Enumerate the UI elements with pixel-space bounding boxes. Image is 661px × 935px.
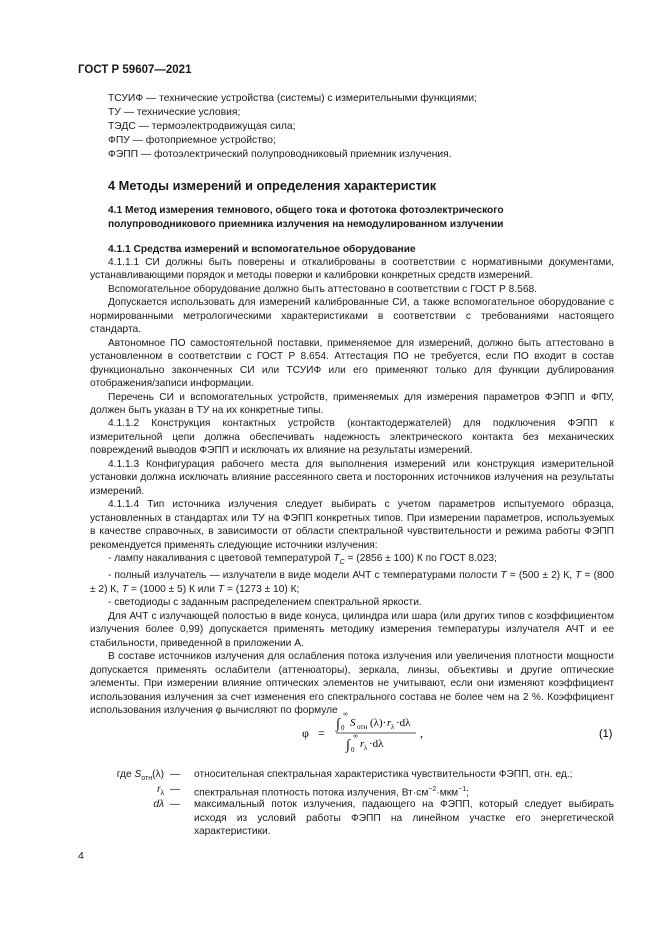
den-d: ·dλ	[369, 738, 384, 750]
paragraph: Для АЧТ с излучающей полостью в виде конуса, цилиндра или шара (или других типов с коэффициентом излучения более 0,99) допускается применять методику измерения температуры излучателя АЧТ и ее стабильности, приведенной в приложении А.	[90, 610, 614, 649]
main-text	[90, 256, 614, 717]
paragraph: 4.1.1.3 Конфигурация рабочего места для выполнения измерений или конструкция измерительной установки должна исключать влияние рассеянного света и посторонних источников излучения на результаты измерений.	[90, 458, 614, 497]
paragraph: Допускается использовать для измерений калиброванные СИ, а также вспомогательное оборудование с нормированными метрологическими характеристиками в соответствии с требованиями настоящего стандарта.	[90, 297, 614, 336]
abbreviation-item: ТЭДС — термоэлектродвижущая сила;	[108, 121, 296, 132]
formula-comma: ,	[420, 726, 423, 740]
page-number: 4	[78, 850, 84, 862]
formula-equals: =	[318, 726, 325, 740]
paragraph: Перечень СИ и вспомогательных устройств, применяемых для измерения параметров ФЭПП и ФПУ, должен быть указан в ТУ на их конкретные типы.	[90, 391, 614, 416]
integral-upper: ∞	[343, 710, 348, 718]
where-row-d	[90, 798, 614, 837]
paragraph: Вспомогательное оборудование должно быть аттестовано в соответствии с ГОСТ Р 8.568.	[108, 283, 537, 295]
paragraph: 4.1.1.1 СИ должны быть поверены и откалиброваны в соответствии с нормативными документами, устанавливающими порядок и методы поверки и калибровки конкретных средств измерений.	[90, 257, 614, 282]
paragraph: Автономное ПО самостоятельной поставки, применяемое для измерений, должно быть аттестовано в установленном в соответствии с ГОСТ Р 8.654. Аттестация ПО не требуется, если ПО входит в состав функционально законченных СИ или ТСУИФ или его применяют только для функции дублирования отображения/записи информации.	[90, 337, 614, 390]
list-item-blackbody: - полный излучатель — излучатели в виде модели АЧТ с температурами полости T = (500 ± 2) К, T = (800 ± 2) К, T = (1000 ± 5) К или T = (1273 ± 10) К;	[90, 570, 615, 595]
abbreviation-item: ФПУ — фотоприемное устройство;	[108, 135, 276, 146]
list-item-lamp: - лампу накаливания с цветовой температурой $T_C = (2856 \pm 100)$ К по ГОСТ 8.023;	[108, 552, 497, 566]
where-row-r	[90, 783, 614, 797]
where-desc-s: относительная спектральная характеристика чувствительности ФЭПП, отн. ед.;	[194, 769, 573, 780]
where-desc-d: максимальный поток излучения, падающего на ФЭПП, который следует выбирать исходя из условий работы ФЭПП на линейном участке его энергетической характеристики.	[194, 799, 614, 837]
num-r: r	[387, 717, 392, 729]
abbreviation-item: ФЭПП — фотоэлектрический полупроводниковый приемник излучения.	[108, 149, 452, 160]
num-s: S	[350, 717, 356, 729]
where-desc-r: спектральная плотность потока излучения, $Вт\cdot см^{-2}\cdot мкм^{-1}$;	[194, 786, 469, 799]
num-r-sub: λ	[391, 723, 395, 731]
num-d: ·dλ	[396, 717, 411, 729]
where-block	[90, 768, 614, 838]
subsubsection-heading: 4.1.1 Средства измерений и вспомогательное оборудование	[108, 244, 416, 255]
integral-lower: 0	[341, 724, 345, 732]
list-item-led: - светодиоды с заданным распределением спектральной яркости.	[108, 597, 422, 609]
num-lambda: (λ)·	[370, 717, 387, 729]
formula-number: (1)	[599, 728, 613, 740]
den-r: r	[360, 738, 365, 750]
den-integral-upper: ∞	[353, 732, 358, 740]
abbreviation-item: ТСУИФ — технические устройства (системы) с измерительными функциями;	[108, 93, 477, 104]
where-symbol-r: $r_\lambda$	[157, 784, 164, 798]
where-dash: —	[170, 769, 181, 780]
paragraph: 4.1.1.2 Конструкция контактных устройств (контактодержателей) для подключения ФЭПП к измерительной цепи должна обеспечивать надежность электрического контакта без механических повреждений выводов ФЭПП и исключать их влияние на результаты измерений.	[90, 418, 614, 457]
subsection-heading: 4.1 Метод измерения темнового, общего тока и фототока фотоэлектрического полупроводникового приемника излучения на немодулированном излучении	[108, 205, 504, 230]
document-header: ГОСТ Р 59607—2021	[78, 64, 192, 76]
formula-graphic	[288, 708, 618, 756]
where-symbol-s: где $S_{отн}(\lambda)$	[116, 769, 164, 783]
den-integral-sign: ∫	[346, 738, 350, 753]
paragraph: 4.1.1.4 Тип источника излучения следует выбирать с учетом параметров испытуемого образца, установленных в стандартах или ТУ на ФЭПП конкретных типов. При измерении параметров, используемых в качестве справочных, в зависимости от области спектральной чувствительности и режима работы ФЭПП рекомендуется применять следующие источники излучения:	[90, 499, 614, 551]
formula-lhs: φ	[302, 726, 309, 740]
paragraph: В составе источников излучения для ослабления потока излучения или увеличения плотности мощности допускается применять ослабители (аттенюаторы), зеркала, линзы, объективы и другие оптические элементы. При измерении влияние оптических элементов не учитывают, если они изменяют коэффициент использования излучения за счет изменения его спектрального состава не более чем на 2 %. Коэффициент использования излучения φ вычисляют по формуле	[90, 651, 614, 716]
num-s-sub: отн	[357, 723, 368, 731]
where-row-s	[90, 768, 614, 782]
den-integral-lower: 0	[351, 746, 355, 754]
where-symbol-d: dλ	[153, 799, 164, 810]
where-dash: —	[170, 784, 181, 795]
where-dash: —	[170, 799, 181, 810]
den-r-sub: λ	[364, 744, 368, 752]
abbreviation-item: ТУ — технические условия;	[108, 107, 241, 118]
formula-1	[288, 708, 618, 756]
section-heading: 4 Методы измерений и определения характеристик	[108, 178, 437, 193]
integral-sign: ∫	[336, 717, 340, 732]
